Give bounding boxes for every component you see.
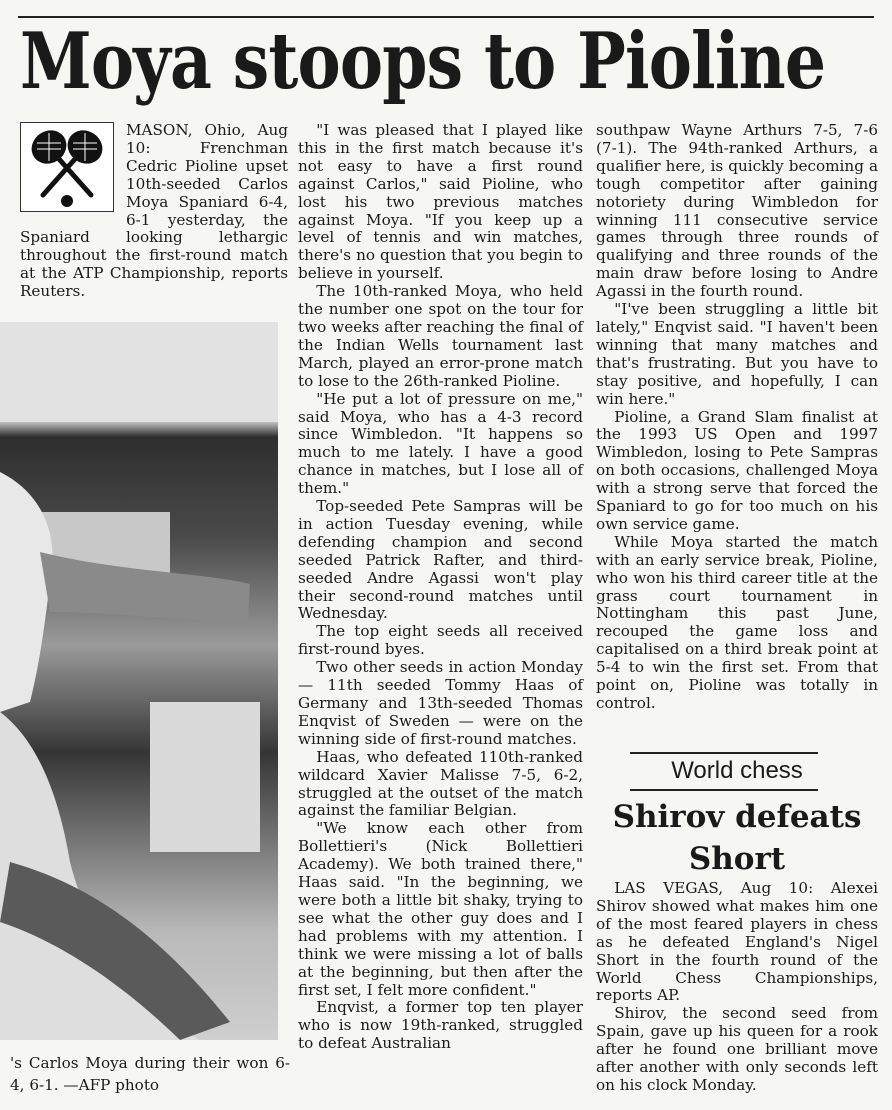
section-divider xyxy=(630,752,818,754)
article-paragraph: Top-seeded Pete Sampras will be in action Tuesday evening, while defending champion and second seeded Patrick Rafter, and third-seeded Andre Agassi won't play their second-round matches until Wednesday. xyxy=(298,497,583,623)
tennis-player-photo xyxy=(0,322,278,1040)
sidebar-article xyxy=(596,880,878,1095)
article-paragraph: Enqvist, a former top ten player who is now 19th-ranked, struggled to defeat Australian xyxy=(298,998,583,1053)
article-paragraph: MASON, Ohio, Aug 10: Frenchman Cedric Pioline upset 10th-seeded Carlos Moya Spaniard 6-4, 6-1 yesterday, the Spaniard looking lethargic throughout the first-round match at the ATP Championship, reports Reuters. xyxy=(20,121,288,301)
article-paragraph: LAS VEGAS, Aug 10: Alexei Shirov showed what makes him one of the most feared players in chess as he defeated England's Nigel Short in the fourth round of the World Chess Championships, reports AP. xyxy=(596,879,878,1005)
article-paragraph: southpaw Wayne Arthurs 7-5, 7-6 (7-1). The 94th-ranked Arthurs, a qualifier here, is quickly becoming a tough competitor after gaining notoriety during Wimbledon for winning 111 consecutive service games through three rounds of qualifying and three rounds of the main draw before losing to Andre Agassi in the fourth round. xyxy=(596,121,878,301)
article-paragraph: The top eight seeds all received first-round byes. xyxy=(298,622,583,659)
section-label: World chess xyxy=(671,757,803,784)
article-column-1 xyxy=(20,122,288,301)
article-paragraph: Haas, who defeated 110th-ranked wildcard Xavier Malisse 7-5, 6-2, struggled at the outset of the match against the familiar Belgian. xyxy=(298,747,583,820)
article-column-3 xyxy=(596,122,878,713)
article-paragraph: Shirov, the second seed from Spain, gave up his queen for a rook after he found one brilliant move after another with only seconds left on his clock Monday. xyxy=(596,1004,878,1094)
headline: Moya stoops to Pioline xyxy=(20,16,826,107)
crossed-tennis-rackets-icon xyxy=(20,122,114,212)
article-paragraph: "We know each other from Bollettieri's (Nick Bollettieri Academy). We both trained there," Haas said. "In the beginning, we were both a little bit shaky, trying to see what the other guy does and I had problems with my attention. I think we were missing a lot of balls at the beginning, but then after the first set, I felt more confident." xyxy=(298,819,583,999)
article-paragraph: "I've been struggling a little bit lately," Enqvist said. "I haven't been winning that many matches and that's frustrating. But you have to stay positive, and hopefully, I can win here." xyxy=(596,300,878,408)
article-paragraph: Pioline, a Grand Slam finalist at the 1993 US Open and 1997 Wimbledon, losing to Pete Sampras on both occasions, challenged Moya with a strong serve that forced the Spaniard to go for too much on his own service game. xyxy=(596,407,878,533)
article-paragraph: The 10th-ranked Moya, who held the number one spot on the tour for two weeks after reaching the final of the Indian Wells tournament last March, played an error-prone match to lose to the 26th-ranked Pioline. xyxy=(298,282,583,390)
article-paragraph: While Moya started the match with an early service break, Pioline, who won his third career title at the grass court tournament in Nottingham this past June, recouped the game loss and capitalised on a third break point at 5-4 to win the first set. From that point on, Pioline was totally in control. xyxy=(596,532,878,712)
photo-caption: 's Carlos Moya during their won 6-4, 6-1. —AFP photo xyxy=(10,1054,290,1094)
article-paragraph: Two other seeds in action Monday — 11th seeded Tommy Haas of Germany and 13th-seeded Thomas Enqvist of Sweden — were on the winning side of first-round matches. xyxy=(298,658,583,748)
section-divider xyxy=(630,789,818,791)
sidebar-headline: Shirov defeats Short xyxy=(612,799,862,877)
article-paragraph: "I was pleased that I played like this in the first match because it's not easy to have a first round against Carlos," said Pioline, who lost his two previous matches against Moya. "If you keep up a level of tennis and win matches, there's no question that you begin to believe in yourself. xyxy=(298,121,583,283)
article-column-2 xyxy=(298,122,583,1053)
article-paragraph: "He put a lot of pressure on me," said Moya, who has a 4-3 record since Wimbledon. "It happens so much to me lately. I have a good chance in matches, but I lose all of them." xyxy=(298,389,583,498)
